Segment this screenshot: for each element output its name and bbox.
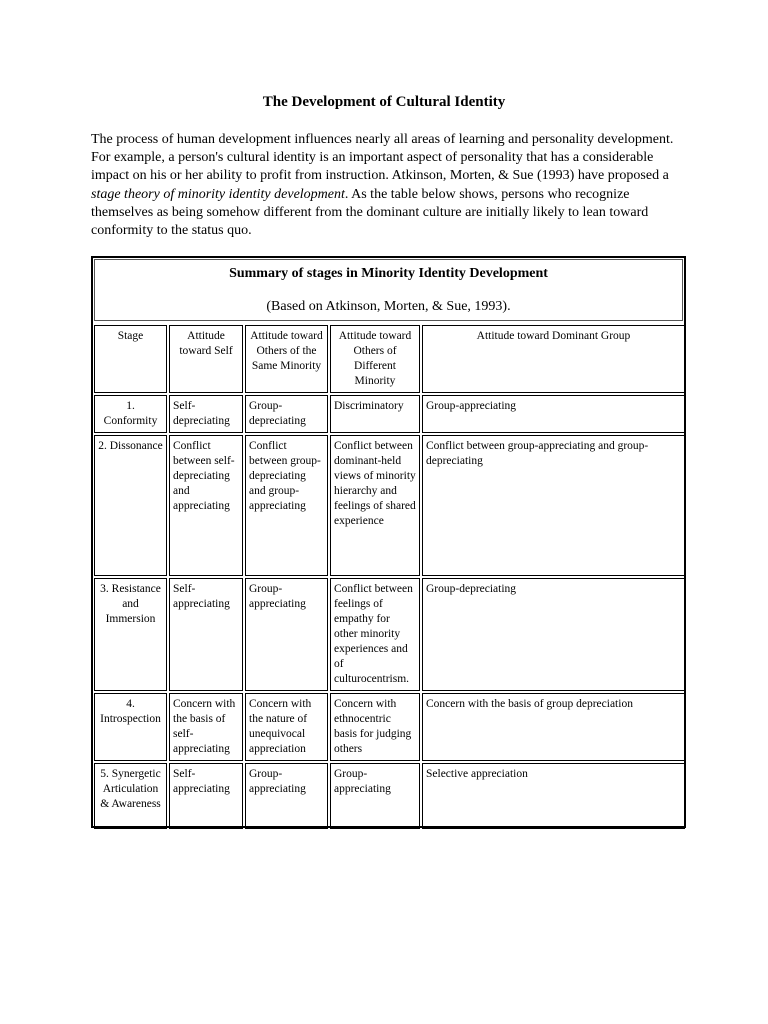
header-attitude-self: Attitude toward Self	[169, 325, 243, 393]
table-caption	[94, 259, 683, 321]
stages-table-frame	[91, 256, 686, 828]
different-minority-cell: Group-appreciating	[330, 763, 420, 829]
dominant-group-cell: Concern with the basis of group depreciation	[422, 693, 685, 761]
intro-paragraph	[91, 131, 691, 240]
different-minority-cell: Discriminatory	[330, 395, 420, 433]
stage-cell: 5. Synergetic Articulation & Awareness	[94, 763, 167, 829]
dominant-group-cell: Group-depreciating	[422, 578, 685, 691]
self-cell: Concern with the basis of self-appreciating	[169, 693, 243, 761]
stage-cell: 4. Introspection	[94, 693, 167, 761]
same-minority-cell: Conflict between group-depreciating and group-appreciating	[245, 435, 328, 576]
self-cell: Self-depreciating	[169, 395, 243, 433]
table-row	[94, 395, 685, 433]
same-minority-cell: Group-appreciating	[245, 763, 328, 829]
table-header-row	[94, 325, 685, 393]
dominant-group-cell: Group-appreciating	[422, 395, 685, 433]
different-minority-cell: Concern with ethnocentric basis for judging others	[330, 693, 420, 761]
table-caption-title: Summary of stages in Minority Identity Development	[229, 266, 548, 281]
table-caption-source: (Based on Atkinson, Morten, & Sue, 1993).	[266, 299, 511, 314]
table-row	[94, 435, 685, 576]
table-row	[94, 578, 685, 691]
self-cell: Self-appreciating	[169, 578, 243, 691]
dominant-group-cell: Selective appreciation	[422, 763, 685, 829]
table-row	[94, 763, 685, 829]
header-attitude-dominant-group: Attitude toward Dominant Group	[422, 325, 685, 393]
different-minority-cell: Conflict between dominant-held views of minority hierarchy and feelings of shared experience	[330, 435, 420, 576]
intro-text-end: . As the table below shows, persons who recognize themselves as being somehow different from the dominant culture are initially likely to lean toward conformity to the status quo.	[91, 186, 649, 239]
stage-cell: 3. Resistance and Immersion	[94, 578, 167, 691]
page-title: The Development of Cultural Identity	[262, 94, 506, 110]
different-minority-cell: Conflict between feelings of empathy for other minority experiences and of culturocentrism.	[330, 578, 420, 691]
stage-cell: 1. Conformity	[94, 395, 167, 433]
self-cell: Self-appreciating	[169, 763, 243, 829]
table-row	[94, 693, 685, 761]
same-minority-cell: Group-depreciating	[245, 395, 328, 433]
stages-table	[92, 323, 687, 831]
same-minority-cell: Group-appreciating	[245, 578, 328, 691]
stage-cell: 2. Dissonance	[94, 435, 167, 576]
dominant-group-cell: Conflict between group-appreciating and group-depreciating	[422, 435, 685, 576]
same-minority-cell: Concern with the nature of unequivocal appreciation	[245, 693, 328, 761]
self-cell: Conflict between self-depreciating and appreciating	[169, 435, 243, 576]
header-attitude-different-minority: Attitude toward Others of Different Minority	[330, 325, 420, 393]
header-attitude-same-minority: Attitude toward Others of the Same Minority	[245, 325, 328, 393]
intro-text-start: The process of human development influences nearly all areas of learning and personality development. For example, a person's cultural identity is an important aspect of personality that has a considerable impact on his or her ability to profit from instruction. Atkinson, Morten, & Sue (1993) have proposed a	[91, 132, 674, 184]
intro-text-italic: stage theory of minority identity development	[91, 186, 345, 202]
header-stage: Stage	[94, 325, 167, 393]
